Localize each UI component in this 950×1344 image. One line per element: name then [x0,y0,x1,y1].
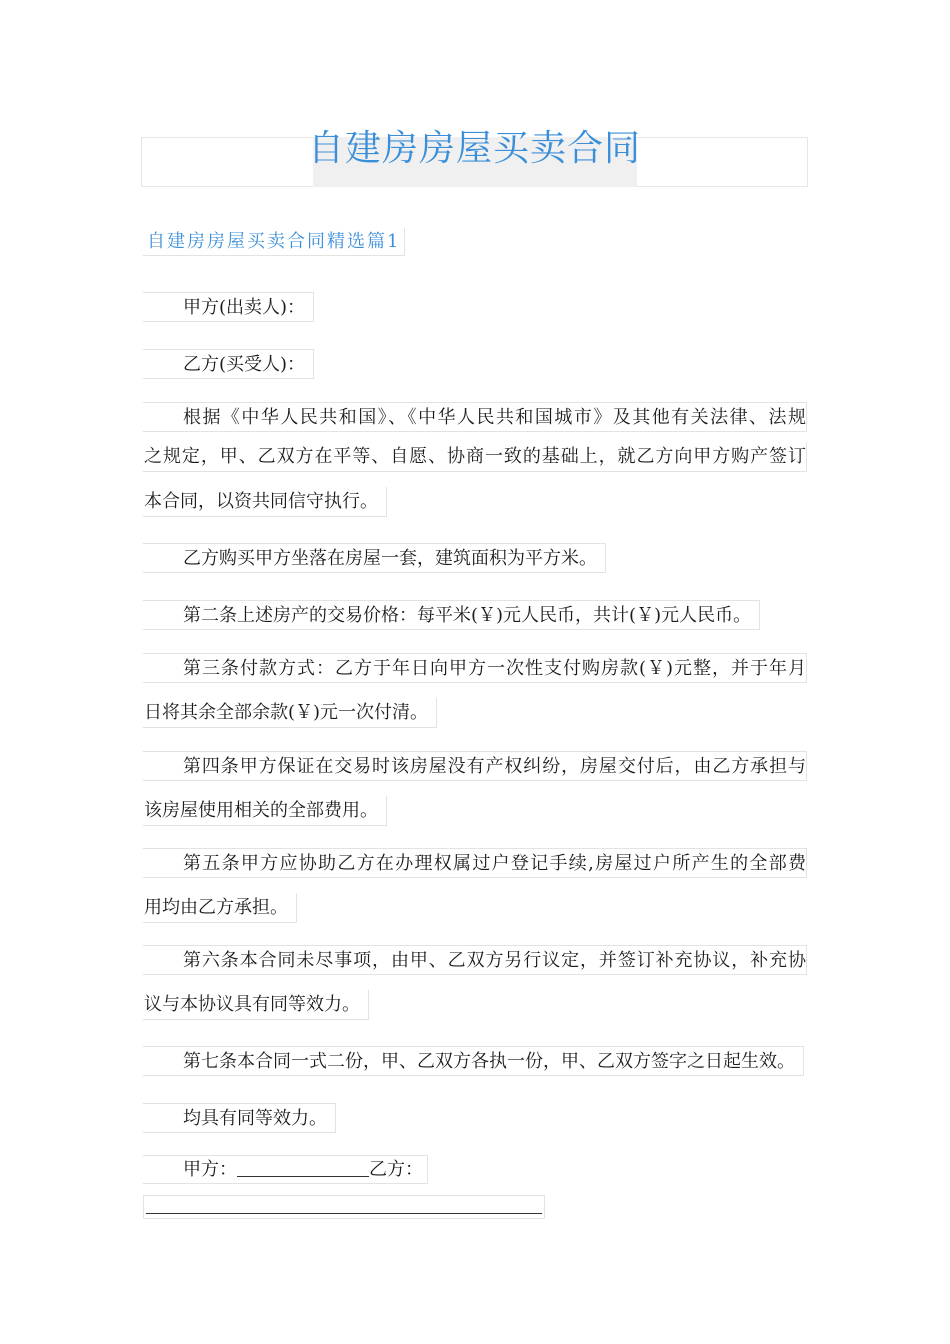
party-b-signature-box [143,1195,545,1219]
party-b-signature-line [146,1213,542,1214]
paragraph-line: 该房屋使用相关的全部费用。 [143,796,387,826]
party-a-label: 甲方： [183,1159,237,1180]
paragraph-line: 第三条付款方式：乙方于年日向甲方一次性支付购房款(￥)元整，并于年月 [143,653,807,683]
paragraph-line: 乙方购买甲方坐落在房屋一套，建筑面积为平方米。 [143,543,606,573]
paragraph-line: 甲方(出卖人)： [143,292,314,322]
paragraph-line: 第四条甲方保证在交易时该房屋没有产权纠纷，房屋交付后，由乙方承担与 [143,751,807,781]
paragraph-line: 乙方(买受人)： [143,349,314,379]
paragraph-line: 第六条本合同未尽事项，由甲、乙双方另行议定，并签订补充协议，补充协 [143,945,807,975]
paragraph-line: 第五条甲方应协助乙方在办理权属过户登记手续,房屋过户所产生的全部费 [143,848,807,878]
paragraph-line: 用均由乙方承担。 [143,893,297,923]
document-title: 自建房房屋买卖合同 [307,128,641,169]
contract-paragraph [143,539,807,583]
signature-row [143,1155,428,1184]
paragraph-line: 议与本协议具有同等效力。 [143,990,369,1020]
party-b-label: 乙方： [369,1159,423,1180]
contract-paragraph [143,945,807,1030]
contract-paragraph [143,402,807,527]
paragraph-line: 本合同，以资共同信守执行。 [143,487,387,517]
contract-paragraph [143,653,807,738]
contract-paragraph [143,1099,807,1143]
contract-paragraph [143,751,807,836]
paragraph-line: 均具有同等效力。 [143,1103,336,1133]
paragraph-line: 根据《中华人民共和国》、《中华人民共和国城市》及其他有关法律、法规 [143,402,807,432]
paragraph-line: 第七条本合同一式二份，甲、乙双方各执一份，甲、乙双方签字之日起生效。 [143,1046,804,1076]
paragraph-line: 第二条上述房产的交易价格：每平米(￥)元人民币，共计(￥)元人民币。 [143,600,760,630]
contract-paragraph [143,848,807,933]
paragraph-line: 之规定，甲、乙双方在平等、自愿、协商一致的基础上，就乙方向甲方购产签订 [143,442,807,472]
contract-paragraph [143,596,807,640]
party-a-signature-line [237,1158,369,1177]
contract-paragraph [143,288,807,332]
contract-paragraph [143,1042,807,1086]
paragraph-line: 日将其余全部余款(￥)元一次付清。 [143,698,437,728]
contract-paragraph [143,345,807,389]
section-heading: 自建房房屋买卖合同精选篇1 [143,228,405,256]
